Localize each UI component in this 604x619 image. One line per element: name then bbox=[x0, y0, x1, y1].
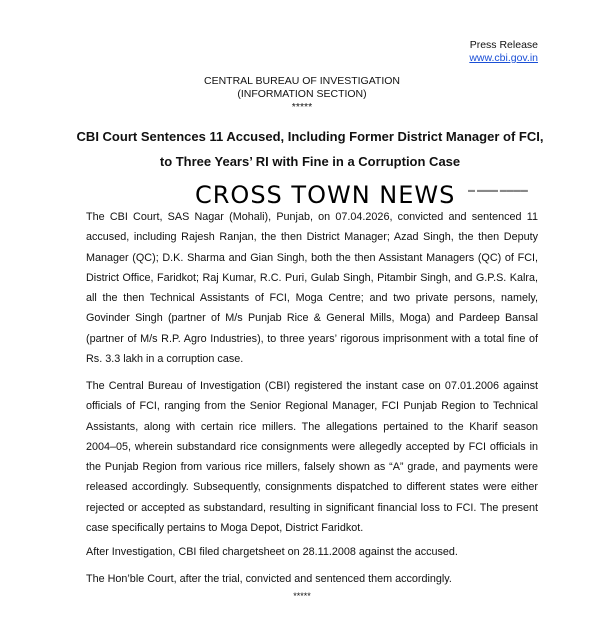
website-link[interactable]: www.cbi.gov.in bbox=[469, 52, 538, 64]
obscured-text-fragment: ▬ ▬▬▬ ▬▬▬▬ bbox=[468, 187, 528, 193]
watermark-overlay: CROSS TOWN NEWS bbox=[195, 181, 456, 209]
end-separator: ***** bbox=[293, 591, 311, 601]
paragraph-verdict: The Hon’ble Court, after the trial, convicted and sentenced them accordingly. bbox=[86, 573, 452, 585]
page-title: CBI Court Sentences 11 Accused, Including Former District Manager of FCI, to Three Years’ RI with Fine in a Corruption Case bbox=[76, 129, 544, 169]
press-release-header bbox=[469, 39, 538, 65]
paragraph-case-background: The Central Bureau of Investigation (CBI) registered the instant case on 07.01.2006 against officials of FCI, ranging from the Senior Regional Manager, FCI Punjab Region to Technical Assistants, along with certain rice millers. The allegations pertained to the Kharif season 2004–05, wherein substandard rice consignments were allegedly accepted by FCI officials in the Punjab Region from various rice millers, falsely shown as “A” grade, and payments were released accordingly. Subsequently, consignments dispatched to different states were either rejected or accepted as substandard, resulting in significant financial loss to FCI. The present case specifically pertains to Moga Depot, District Faridkot. bbox=[86, 380, 538, 535]
paragraph-sentencing: The CBI Court, SAS Nagar (Mohali), Punjab, on 07.04.2026, convicted and sentenced 11 accused, including Rajesh Ranjan, the then District Manager; Azad Singh, the then Deputy Manager (QC); D.K. Sharma and Gian Singh, both the then Assistant Managers (QC) of FCI, District Office, Faridkot; Raj Kumar, R.C. Puri, Gulab Singh, Pitambir Singh, and G.P.S. Kalra, all the then Technical Assistants of FCI, Moga Centre; and two private persons, namely, Govinder Singh (partner of M/s Punjab Rice & General Mills, Moga) and Pardeep Bansal (partner of M/s R.P. Agro Industries), to three years’ rigorous imprisonment with a total fine of Rs. 3.3 lakh in a corruption case. bbox=[86, 211, 538, 366]
agency-separator: ***** bbox=[291, 101, 313, 113]
agency-section: (INFORMATION SECTION) bbox=[237, 88, 367, 100]
press-release-label: Press Release bbox=[469, 39, 538, 51]
paragraph-chargesheet: After Investigation, CBI filed chargetsheet on 28.11.2008 against the accused. bbox=[86, 546, 458, 558]
agency-block bbox=[0, 75, 604, 114]
agency-name: CENTRAL BUREAU OF INVESTIGATION bbox=[203, 75, 401, 87]
